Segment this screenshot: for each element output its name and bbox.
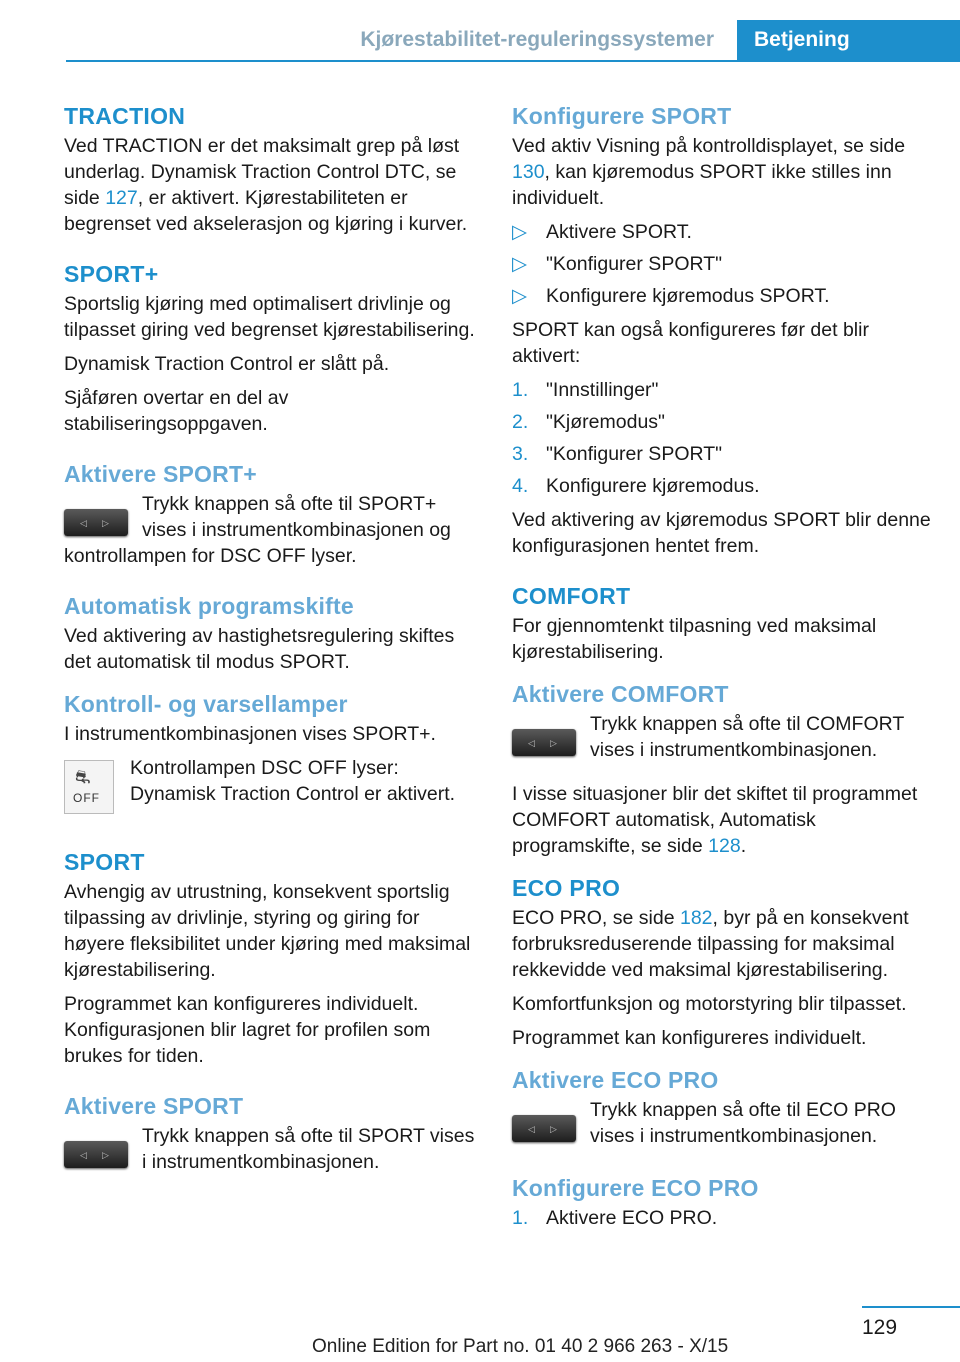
- list-item: ▷ Aktivere SPORT.: [512, 221, 692, 243]
- configure-sport-pre: SPORT kan også konfigureres før det blir aktivert:: [512, 319, 869, 367]
- configure-eco-pro-steps: [512, 1205, 932, 1231]
- comfort-auto-text: I visse situasjoner blir det skiftet til programmet COMFORT automatisk, Automatisk programskifte, se side 128.: [512, 783, 918, 857]
- driving-mode-switch-icon: ◁ ▷: [512, 1115, 576, 1142]
- list-item: 3. "Konfigurer SPORT": [512, 443, 723, 465]
- configure-sport-steps: [512, 377, 932, 499]
- driving-mode-switch-icon: ◁ ▷: [64, 1141, 128, 1168]
- activate-eco-pro-text: Trykk knappen så ofte til ECO PRO vises i instrumentkombinasjonen.: [590, 1099, 896, 1147]
- lamps-text: I instrumentkombinasjonen vises SPORT+.: [64, 723, 436, 745]
- heading-indicator-lamps: Kontroll- og varsellamper: [64, 691, 348, 717]
- heading-sportplus: SPORT+: [64, 261, 159, 287]
- activate-sportplus-text-cont: kontrollampen for DSC OFF lyser.: [64, 545, 357, 567]
- auto-switch-text: Ved aktivering av hastighetsregulering skiftes det automatisk til modus SPORT.: [64, 625, 455, 673]
- edition-note: Online Edition for Part no. 01 40 2 966 263 - X/15: [312, 1336, 729, 1357]
- eco-pro-text-2: Komfortfunksjon og motorstyring blir tilpasset.: [512, 993, 907, 1015]
- dsc-off-row: [64, 755, 484, 825]
- configure-sport-bullets: [512, 219, 932, 309]
- activate-comfort-row: [512, 711, 932, 773]
- heading-traction: TRACTION: [64, 103, 186, 129]
- sport-text-2: Programmet kan konfigureres individuelt. Konfigurasjonen blir lagret for profilen som brukes for tiden.: [64, 993, 431, 1067]
- header-chapter-label: Betjening: [754, 28, 850, 51]
- right-column: [512, 103, 932, 1239]
- page-link-128[interactable]: 128: [708, 835, 741, 857]
- heading-activate-sportplus: Aktivere SPORT+: [64, 461, 257, 487]
- header-section-title: Kjørestabilitet-reguleringssystemer: [360, 28, 714, 51]
- eco-pro-text-3: Programmet kan konfigureres individuelt.: [512, 1027, 867, 1049]
- activate-eco-pro-row: [512, 1097, 932, 1159]
- comfort-text: For gjennomtenkt tilpasning ved maksimal kjørestabilisering.: [512, 615, 877, 663]
- page-link-127[interactable]: 127: [105, 187, 138, 209]
- list-item: ▷ Konfigurere kjøremodus SPORT.: [512, 285, 830, 307]
- eco-pro-text-1: ECO PRO, se side 182, byr på en konsekvent forbruksreduserende tilpassing for maksimal rekkevidde ved maksimal kjørestabilisering.: [512, 907, 909, 981]
- traction-text: Ved TRACTION er det maksimalt grep på løst underlag. Dynamisk Traction Control DTC, se side 127, er aktivert. Kjørestabiliteten er begrenset ved akselerasjon og kjøring i kurver.: [64, 135, 468, 235]
- heading-eco-pro: ECO PRO: [512, 875, 621, 901]
- configure-sport-text: Ved aktiv Visning på kontrolldisplayet, se side 130, kan kjøremodus SPORT ikke stilles inn individuelt.: [512, 135, 906, 209]
- sportplus-text-3: Sjåføren overtar en del av stabiliseringsoppgaven.: [64, 387, 289, 435]
- dsc-off-lamp-icon: ⛐ OFF: [64, 760, 114, 814]
- header-chapter-tab: [737, 20, 960, 62]
- heading-sport: SPORT: [64, 849, 145, 875]
- activate-sportplus-row: [64, 491, 484, 569]
- list-item: 1. Aktivere ECO PRO.: [512, 1207, 718, 1229]
- heading-auto-program-switch: Automatisk programskifte: [64, 593, 354, 619]
- activate-sport-text: Trykk knappen så ofte til SPORT vises i instrumentkombinasjonen.: [142, 1125, 475, 1173]
- left-column: [64, 103, 484, 1193]
- activate-sportplus-text: Trykk knappen så ofte til SPORT+ vises i instrumentkombinasjonen og: [142, 493, 451, 541]
- heading-configure-eco-pro: Konfigurere ECO PRO: [512, 1175, 759, 1201]
- page-link-182[interactable]: 182: [679, 907, 713, 929]
- sportplus-text-2: Dynamisk Traction Control er slått på.: [64, 353, 390, 375]
- driving-mode-switch-icon: ◁ ▷: [512, 729, 576, 756]
- page-number: 129: [862, 1316, 898, 1339]
- heading-comfort: COMFORT: [512, 583, 631, 609]
- page-link-130[interactable]: 130: [512, 161, 545, 183]
- activate-comfort-text: Trykk knappen så ofte til COMFORT vises i instrumentkombinasjonen.: [590, 713, 904, 761]
- footer-rule: [862, 1306, 960, 1308]
- list-item: 2. "Kjøremodus": [512, 411, 665, 433]
- heading-activate-eco-pro: Aktivere ECO PRO: [512, 1067, 719, 1093]
- list-item: 1. "Innstillinger": [512, 379, 659, 401]
- sportplus-text-1: Sportslig kjøring med optimalisert drivlinje og tilpasset giring ved begrenset kjørestabilisering.: [64, 293, 475, 341]
- heading-activate-sport: Aktivere SPORT: [64, 1093, 244, 1119]
- list-item: 4. Konfigurere kjøremodus.: [512, 475, 760, 497]
- configure-sport-post: Ved aktivering av kjøremodus SPORT blir denne konfigurasjonen hentet frem.: [512, 509, 931, 557]
- list-item: ▷ "Konfigurer SPORT": [512, 253, 723, 275]
- heading-configure-sport: Konfigurere SPORT: [512, 103, 732, 129]
- heading-activate-comfort: Aktivere COMFORT: [512, 681, 729, 707]
- dsc-off-text: Kontrollampen DSC OFF lyser: Dynamisk Traction Control er aktivert.: [130, 757, 456, 805]
- driving-mode-switch-icon: ◁ ▷: [64, 509, 128, 536]
- sport-text-1: Avhengig av utrustning, konsekvent sportslig tilpassing av drivlinje, styring og giring for høyere fleksibilitet under kjøring med maksimal kjørestabilisering.: [64, 881, 471, 981]
- activate-sport-row: [64, 1123, 484, 1185]
